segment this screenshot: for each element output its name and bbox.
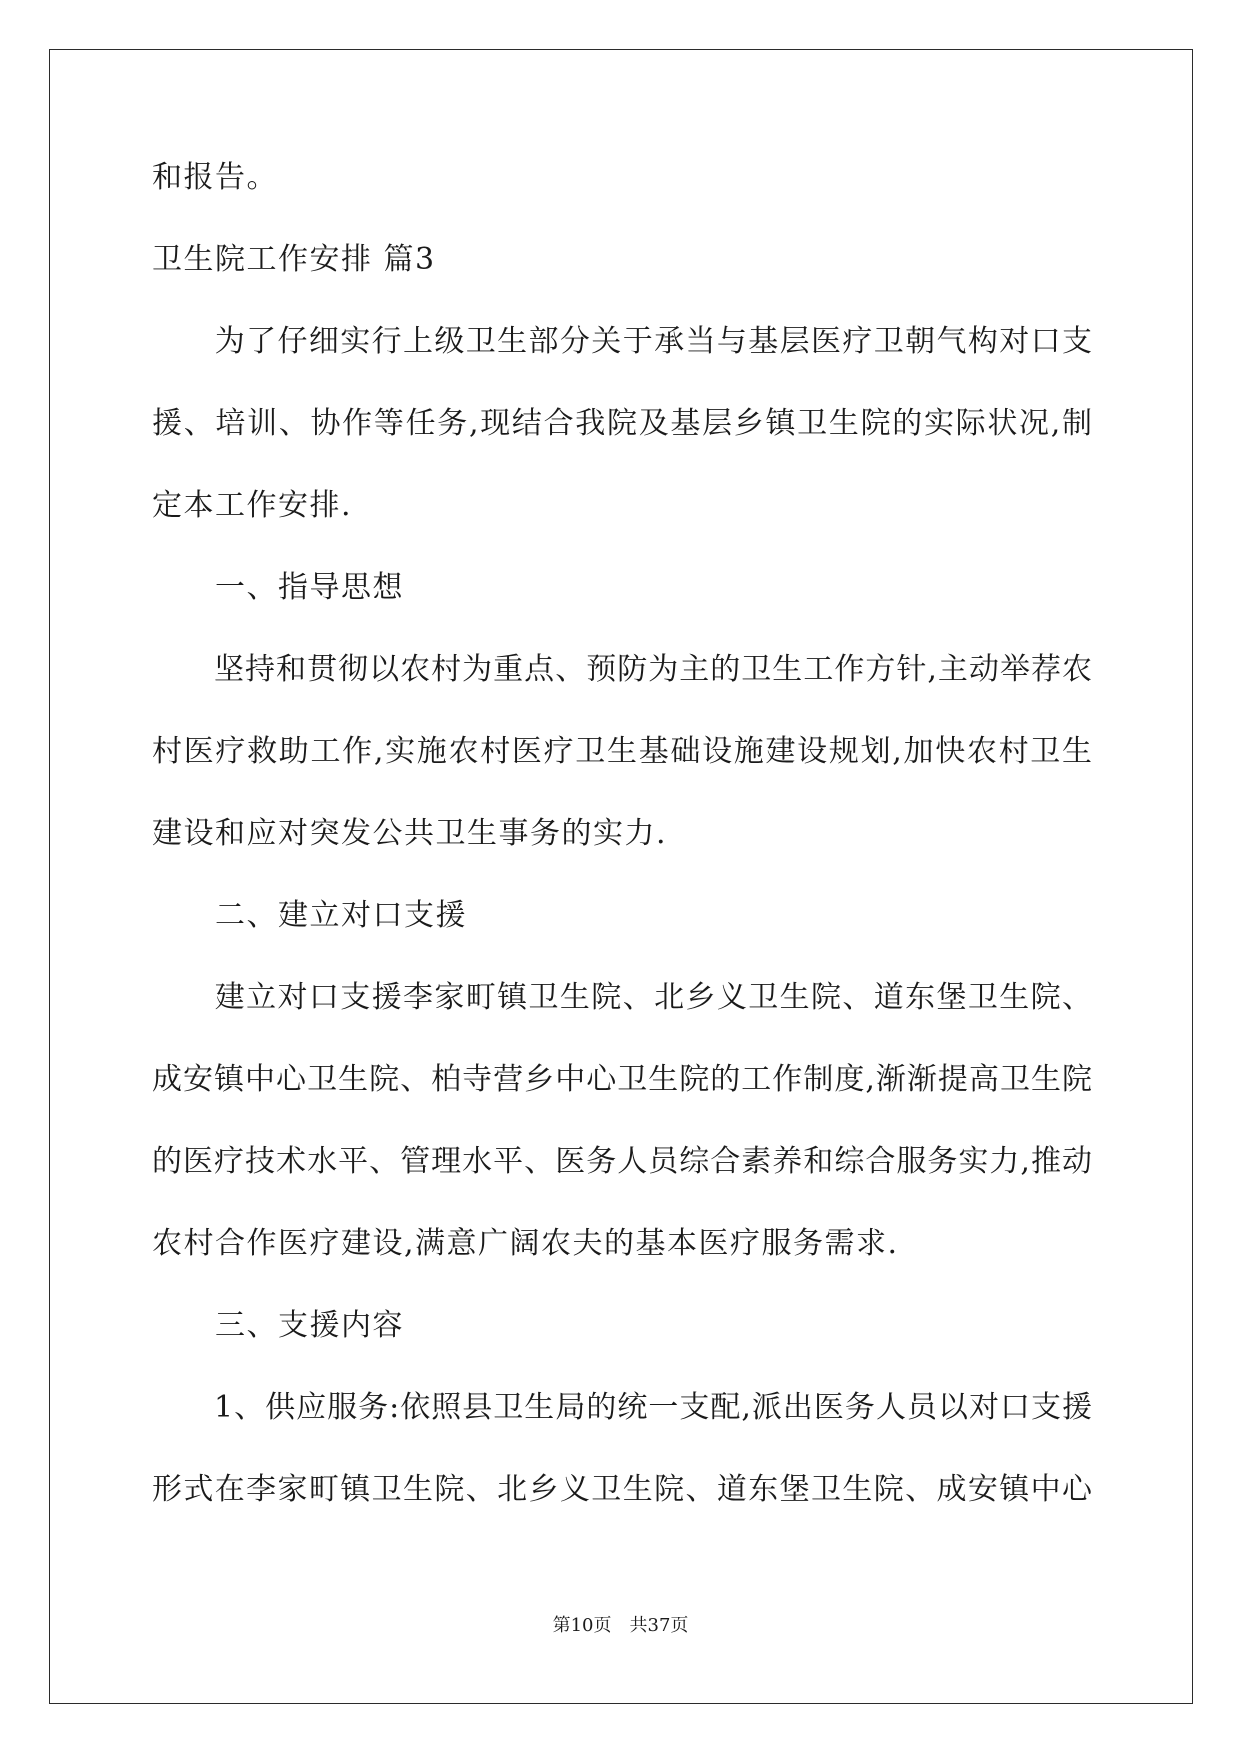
section-title: 卫生院工作安排 篇3 [152,242,436,277]
text-line-14: 农村合作医疗建设,满意广阔农夫的基本医疗服务需求. [152,1226,899,1261]
heading-establish-support: 二、建立对口支援 [152,898,467,933]
heading-support-content: 三、支援内容 [152,1308,404,1343]
text-line-9: 建设和应对突发公共卫生事务的实力. [152,816,668,851]
page-footer: 第10页 共37页 [552,1615,689,1636]
text-line-5: 定本工作安排. [152,488,353,523]
heading-guiding-thought: 一、指导思想 [152,570,404,605]
text-line-4: 援、培训、协作等任务,现结合我院及基层乡镇卫生院的实际状况,制 [152,406,1092,441]
text-line-8: 村医疗救助工作,实施农村医疗卫生基础设施建设规划,加快农村卫生 [152,734,1092,769]
text-line-1: 和报告。 [152,160,278,195]
text-line-11: 建立对口支援李家町镇卫生院、北乡义卫生院、道东堡卫生院、 [152,980,1092,1015]
text-line-16: 1、供应服务:依照县卫生局的统一支配,派出医务人员以对口支援 [152,1390,1092,1425]
text-line-13: 的医疗技术水平、管理水平、医务人员综合素养和综合服务实力,推动 [152,1144,1092,1179]
text-line-7: 坚持和贯彻以农村为重点、预防为主的卫生工作方针,主动举荐农 [152,652,1092,687]
text-line-12: 成安镇中心卫生院、柏寺营乡中心卫生院的工作制度,渐渐提高卫生院 [152,1062,1092,1097]
document-body [152,160,1092,1557]
text-line-3: 为了仔细实行上级卫生部分关于承当与基层医疗卫朝气构对口支 [152,324,1092,359]
text-line-17: 形式在李家町镇卫生院、北乡义卫生院、道东堡卫生院、成安镇中心 [152,1472,1092,1507]
